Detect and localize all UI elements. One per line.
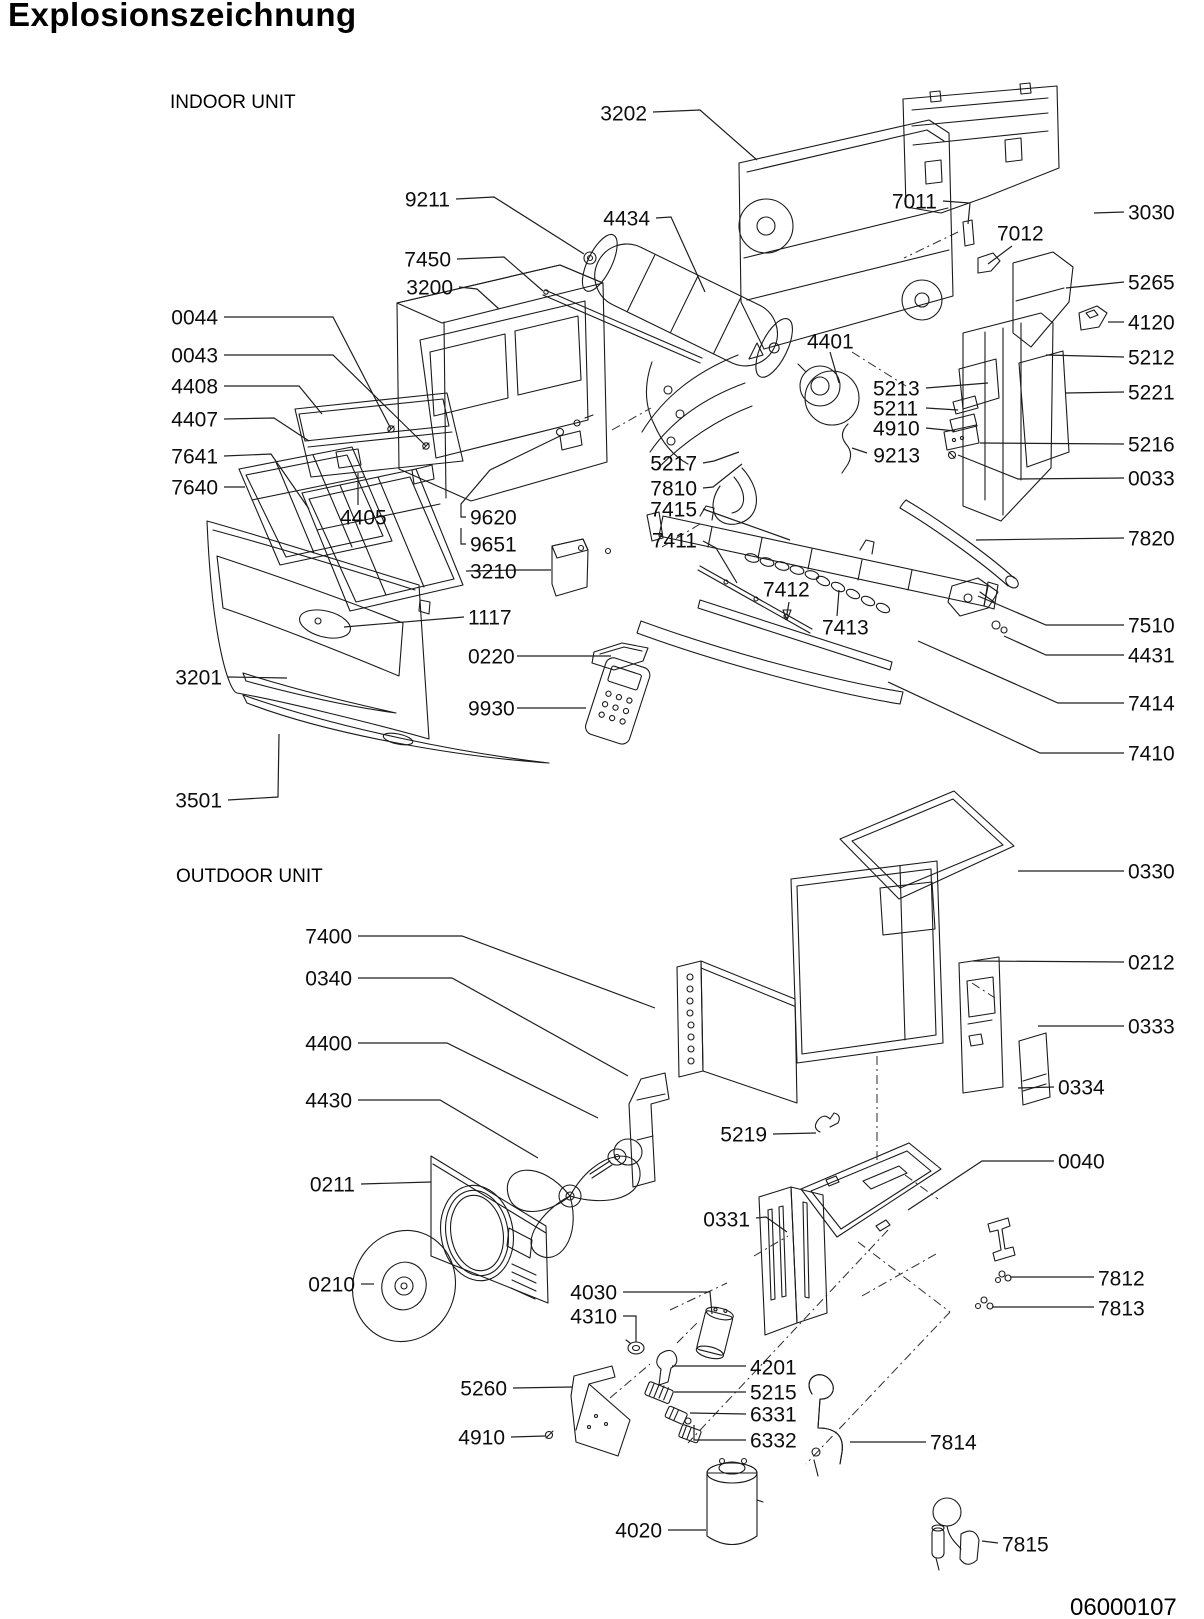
section-indoor-unit: INDOOR UNIT bbox=[170, 92, 296, 113]
outdoor-motor-drawing bbox=[590, 1139, 642, 1178]
part-label-4400: 4400 bbox=[305, 1032, 352, 1056]
front-panel-drawing bbox=[207, 521, 430, 739]
leader-line-3202 bbox=[653, 110, 757, 160]
leader-line-5212 bbox=[1046, 355, 1124, 357]
dash-dot-line-14 bbox=[610, 1364, 650, 1398]
grommet-drawing bbox=[626, 1340, 644, 1354]
part-label-0044: 0044 bbox=[171, 306, 218, 330]
part-label-5260: 5260 bbox=[460, 1377, 507, 1401]
evaporator-pipes-drawing bbox=[642, 355, 752, 468]
fan-grille-disc-drawing bbox=[338, 1217, 470, 1355]
fan-motor-drawing bbox=[798, 364, 859, 425]
part-label-7012: 7012 bbox=[997, 222, 1044, 246]
leader-line-5216 bbox=[980, 443, 1124, 444]
leader-line-7641 bbox=[224, 454, 309, 509]
part-label-0334: 0334 bbox=[1058, 1076, 1105, 1100]
part-label-3210: 3210 bbox=[470, 560, 517, 584]
part-label-7812: 7812 bbox=[1098, 1267, 1145, 1291]
part-label-7640: 7640 bbox=[171, 476, 218, 500]
rear-grille-drawing bbox=[791, 861, 943, 1063]
part-label-5265: 5265 bbox=[1128, 271, 1175, 295]
condenser-coil-drawing bbox=[677, 961, 797, 1103]
part-label-3202: 3202 bbox=[600, 102, 647, 126]
leader-line-3030 bbox=[1094, 212, 1124, 213]
part-label-9620: 9620 bbox=[470, 506, 517, 530]
leader-line-3200 bbox=[459, 287, 499, 309]
heater-rod-drawing bbox=[543, 290, 702, 363]
part-label-0220: 0220 bbox=[468, 645, 515, 669]
part-label-7414: 7414 bbox=[1128, 692, 1175, 716]
screw-outdoor-drawing bbox=[546, 1431, 554, 1439]
service-door-drawing bbox=[1019, 1033, 1050, 1105]
page-title: Explosionszeichnung bbox=[8, 0, 357, 33]
part-label-5211: 5211 bbox=[873, 397, 919, 421]
leader-line-7400 bbox=[358, 936, 655, 1008]
leader-line-0044 bbox=[224, 317, 391, 429]
leader-line-6331 bbox=[690, 1413, 746, 1414]
leader-line-7410 bbox=[888, 682, 1124, 753]
part-label-4430: 4430 bbox=[305, 1089, 352, 1113]
mount-bracket-drawing bbox=[571, 1366, 630, 1456]
part-label-7510: 7510 bbox=[1128, 614, 1175, 638]
part-label-0330: 0330 bbox=[1128, 860, 1175, 884]
leader-line-4407 bbox=[224, 418, 309, 441]
leader-line-7810 bbox=[703, 464, 742, 488]
leader-line-5213 bbox=[926, 383, 988, 388]
part-label-5213: 5213 bbox=[873, 377, 920, 401]
leader-line-0340 bbox=[358, 978, 628, 1076]
leader-line-4910 bbox=[926, 428, 955, 431]
part-label-7410: 7410 bbox=[1128, 742, 1175, 766]
part-label-4020: 4020 bbox=[615, 1519, 662, 1543]
part-label-4434: 4434 bbox=[603, 207, 650, 231]
leader-line-7413 bbox=[837, 590, 839, 616]
leader-line-7412 bbox=[787, 602, 789, 614]
leader-line-5217 bbox=[703, 452, 739, 463]
part-label-4405: 4405 bbox=[340, 506, 387, 530]
sensor-grommet-drawing bbox=[932, 1498, 979, 1570]
dash-dot-line-13 bbox=[677, 1323, 697, 1343]
leader-line-1117 bbox=[344, 617, 464, 627]
control-box-drawing bbox=[944, 252, 1107, 521]
leader-line-5211 bbox=[926, 408, 958, 410]
construction-lines bbox=[610, 232, 995, 1464]
part-label-7412: 7412 bbox=[763, 578, 810, 602]
indoor-unit-drawing bbox=[207, 83, 1107, 763]
part-label-0043: 0043 bbox=[171, 344, 218, 368]
part-label-5216: 5216 bbox=[1128, 433, 1175, 457]
part-label-1117: 1117 bbox=[468, 606, 512, 630]
leader-line-9651 bbox=[461, 528, 466, 544]
dash-dot-line-9 bbox=[806, 1312, 950, 1464]
part-label-3201: 3201 bbox=[175, 666, 222, 690]
part-label-9213: 9213 bbox=[873, 444, 920, 468]
leader-line-3501 bbox=[228, 734, 279, 800]
part-label-6331: 6331 bbox=[750, 1403, 797, 1427]
part-label-0033: 0033 bbox=[1128, 467, 1175, 491]
part-label-4431: 4431 bbox=[1128, 644, 1175, 668]
part-label-7820: 7820 bbox=[1128, 527, 1175, 551]
doc-number: 06000107 bbox=[1070, 1594, 1177, 1619]
leader-line-0211 bbox=[361, 1182, 431, 1184]
leader-line-4400 bbox=[358, 1043, 598, 1118]
part-label-4407: 4407 bbox=[171, 408, 218, 432]
part-label-5215: 5215 bbox=[750, 1381, 797, 1405]
leader-line-4310 bbox=[623, 1316, 636, 1342]
part-label-4910: 4910 bbox=[458, 1426, 505, 1450]
leader-line-0033 bbox=[958, 455, 1124, 479]
part-label-0333: 0333 bbox=[1128, 1015, 1175, 1039]
leader-line-4430 bbox=[358, 1100, 538, 1158]
part-label-0212: 0212 bbox=[1128, 951, 1175, 975]
part-label-4030: 4030 bbox=[570, 1281, 617, 1305]
leader-line-4401 bbox=[830, 352, 839, 383]
back-panel-drawing bbox=[739, 120, 953, 359]
dash-dot-line-12 bbox=[670, 1283, 727, 1310]
leader-line-6332 bbox=[694, 1425, 746, 1440]
part-label-4310: 4310 bbox=[570, 1305, 617, 1329]
part-label-3501: 3501 bbox=[175, 789, 222, 813]
terminal-cover-drawing bbox=[552, 539, 588, 596]
base-pan-drawing bbox=[801, 1143, 941, 1237]
leader-line-7414 bbox=[918, 641, 1124, 703]
part-label-0040: 0040 bbox=[1058, 1150, 1105, 1174]
part-label-7813: 7813 bbox=[1098, 1297, 1145, 1321]
part-label-7814: 7814 bbox=[930, 1431, 977, 1455]
pipe-clip-drawing bbox=[815, 1113, 839, 1132]
ring-washer-drawing bbox=[584, 252, 596, 264]
dash-dot-line-4 bbox=[972, 983, 995, 998]
part-label-0211: 0211 bbox=[309, 1173, 355, 1197]
leader-line-5221 bbox=[1066, 392, 1124, 393]
leader-line-4030 bbox=[623, 1292, 712, 1314]
part-label-9211: 9211 bbox=[404, 188, 450, 212]
part-label-4408: 4408 bbox=[171, 375, 218, 399]
leader-line-9211 bbox=[456, 197, 584, 254]
dash-dot-line-6 bbox=[905, 1175, 938, 1199]
leader-line-5219 bbox=[773, 1133, 816, 1134]
part-label-7815: 7815 bbox=[1002, 1533, 1049, 1557]
motor-clamp-drawing bbox=[842, 424, 851, 473]
compressor-drawing bbox=[707, 1459, 763, 1545]
front-panel-outdoor-drawing bbox=[431, 1156, 548, 1303]
part-labels bbox=[171, 102, 1175, 1556]
propeller-drawing bbox=[507, 1156, 640, 1257]
part-label-4401: 4401 bbox=[807, 330, 854, 354]
dash-dot-line-11 bbox=[862, 1254, 936, 1296]
part-label-9930: 9930 bbox=[468, 697, 515, 721]
dash-dot-line-8 bbox=[858, 1242, 950, 1312]
part-label-7450: 7450 bbox=[404, 248, 451, 272]
leader-line-4434 bbox=[656, 217, 705, 292]
leader-line-3201 bbox=[228, 677, 287, 678]
leader-line-7820 bbox=[976, 538, 1124, 540]
part-label-4120: 4120 bbox=[1128, 311, 1175, 335]
part-label-5212: 5212 bbox=[1128, 346, 1175, 370]
part-label-7411: 7411 bbox=[651, 529, 697, 553]
dash-dot-line-10 bbox=[754, 1236, 788, 1256]
part-label-0331: 0331 bbox=[703, 1208, 750, 1232]
part-label-7641: 7641 bbox=[171, 445, 218, 469]
part-label-0210: 0210 bbox=[308, 1273, 355, 1297]
part-label-7810: 7810 bbox=[650, 477, 697, 501]
part-label-4910: 4910 bbox=[873, 417, 920, 441]
leader-line-9213 bbox=[852, 448, 867, 453]
part-label-5217: 5217 bbox=[650, 452, 697, 476]
part-label-9651: 9651 bbox=[470, 533, 517, 557]
leader-line-7815 bbox=[982, 1541, 998, 1543]
part-label-5219: 5219 bbox=[720, 1123, 767, 1147]
part-label-7400: 7400 bbox=[305, 925, 352, 949]
part-label-3030: 3030 bbox=[1128, 201, 1175, 225]
part-label-3200: 3200 bbox=[406, 276, 453, 300]
leader-line-4910 bbox=[511, 1436, 545, 1437]
fixing-clips-drawing bbox=[976, 1218, 1016, 1309]
part-label-5221: 5221 bbox=[1128, 381, 1175, 405]
side-panel-drawing bbox=[959, 957, 1003, 1093]
part-label-7413: 7413 bbox=[822, 616, 869, 640]
air-guide-drawing bbox=[629, 1073, 669, 1187]
leader-line-0212 bbox=[973, 961, 1124, 962]
leader-line-0040 bbox=[908, 1161, 1054, 1210]
drain-elbow-drawing bbox=[713, 468, 756, 524]
leader-line-4408 bbox=[224, 386, 322, 414]
part-label-0340: 0340 bbox=[305, 967, 352, 991]
section-outdoor-unit: OUTDOOR UNIT bbox=[176, 866, 323, 887]
sensor-parts-drawing bbox=[557, 415, 611, 554]
part-label-7415: 7415 bbox=[650, 498, 697, 522]
leader-line-7510 bbox=[978, 596, 1124, 625]
part-label-4201: 4201 bbox=[750, 1356, 797, 1380]
leader-line-0043 bbox=[224, 355, 426, 446]
part-label-6332: 6332 bbox=[750, 1429, 797, 1453]
part-label-7011: 7011 bbox=[891, 190, 937, 214]
leader-line-5265 bbox=[1066, 282, 1124, 288]
leader-line-4431 bbox=[1004, 636, 1124, 655]
valve-bracket-drawing bbox=[809, 1375, 842, 1476]
capacitor-drawing bbox=[695, 1305, 735, 1361]
terminal-parts-drawing bbox=[644, 1350, 701, 1443]
leader-line-5260 bbox=[513, 1387, 572, 1388]
chassis-drawing bbox=[397, 265, 607, 501]
leader-line-7415 bbox=[703, 509, 790, 540]
leader-line-0334 bbox=[1018, 1087, 1054, 1088]
